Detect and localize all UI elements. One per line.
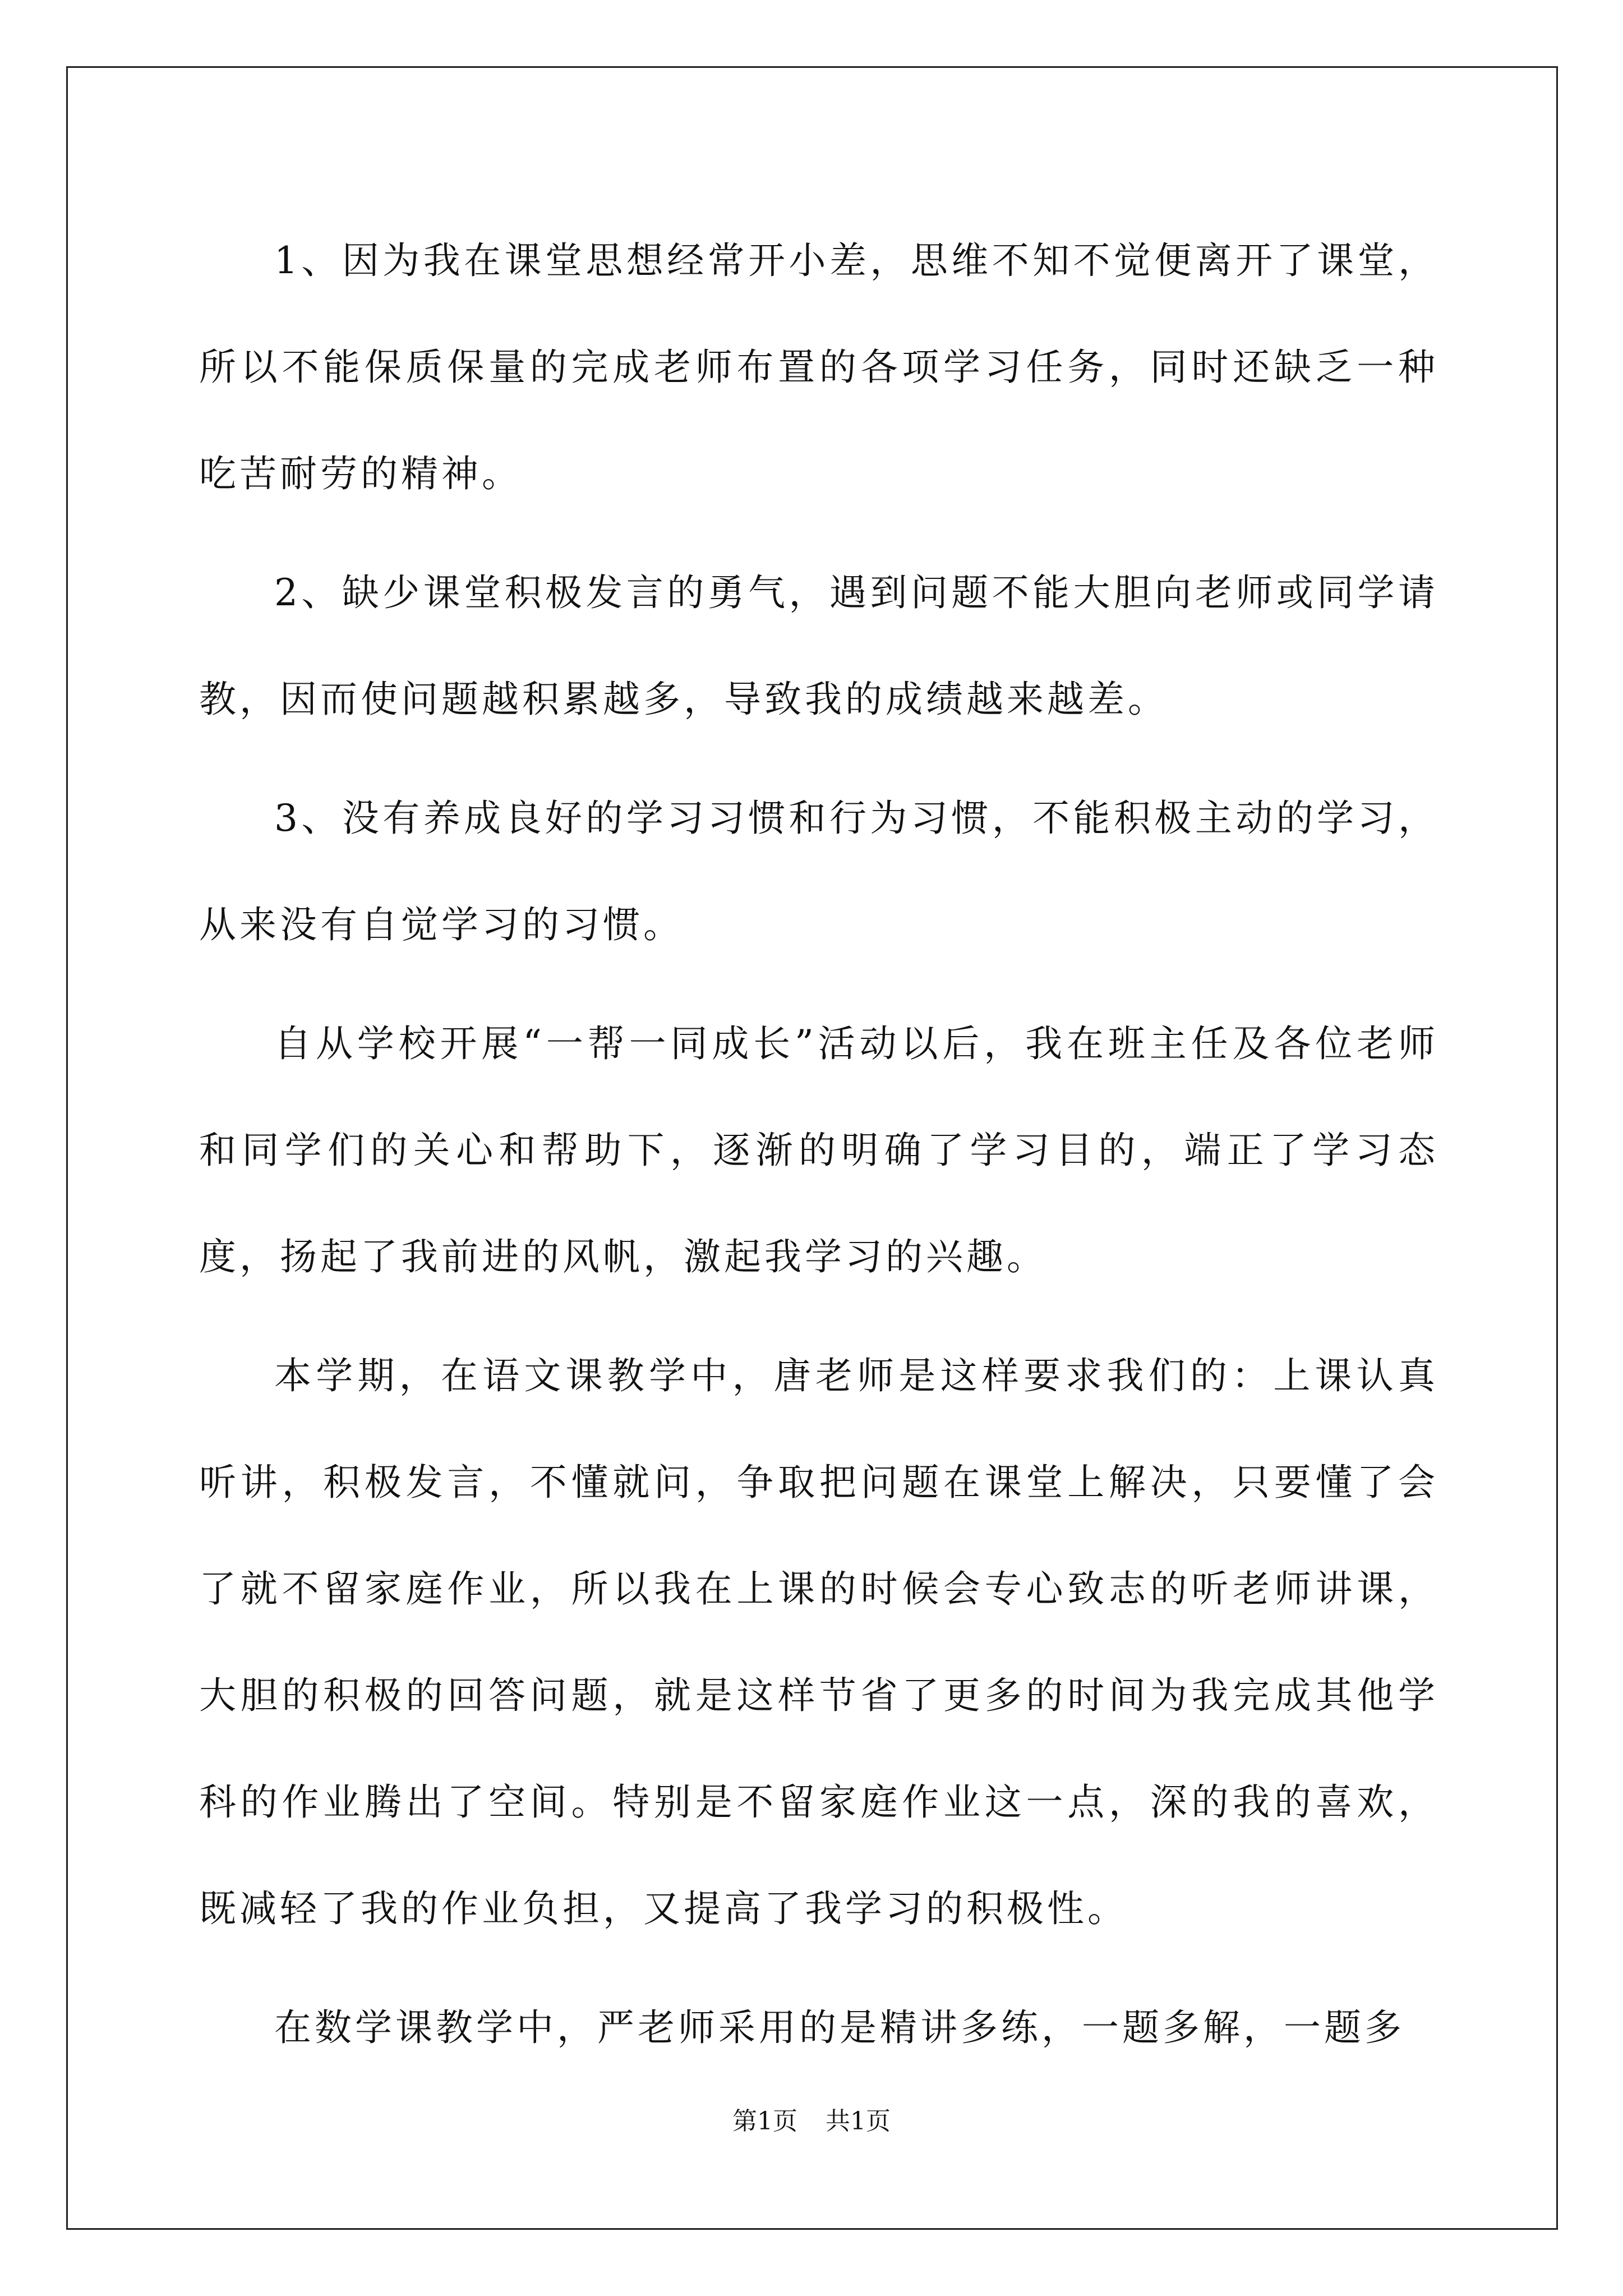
paragraph: 本学期，在语文课教学中，唐老师是这样要求我们的：上课认真听讲，积极发言，不懂就问，争取把问题在课堂上解决，只要懂了会了就不留家庭作业，所以我在上课的时候会专心致志的听老师讲课，大胆的积极的回答问题，就是这样节省了更多的时间为我完成其他学科的作业腾出了空间。特别是不留家庭作业这一点，深的我的喜欢，既减轻了我的作业负担，又提高了我学习的积极性。 — [199, 1354, 1438, 1930]
paragraph: 自从学校开展“一帮一同成长”活动以后，我在班主任及各位老师和同学们的关心和帮助下，逐渐的明确了学习目的，端正了学习态度，扬起了我前进的风帆，激起我学习的兴趣。 — [199, 1022, 1438, 1278]
paragraph: 3、没有养成良好的学习习惯和行为习惯，不能积极主动的学习，从来没有自觉学习的习惯。 — [199, 797, 1438, 946]
paragraph: 在数学课教学中，严老师采用的是精讲多练，一题多解，一题多 — [274, 2006, 1405, 2049]
paragraph: 1、因为我在课堂思想经常开小差，思维不知不觉便离开了课堂，所以不能保质保量的完成老师布置的各项学习任务，同时还缺乏一种吃苦耐劳的精神。 — [199, 239, 1438, 495]
paragraph: 2、缺少课堂积极发言的勇气，遇到问题不能大胆向老师或同学请教，因而使问题越积累越多，导致我的成绩越来越差。 — [199, 571, 1438, 721]
page-footer — [0, 2105, 1623, 2138]
page-number: 第1页 — [732, 2107, 797, 2136]
page-total: 共1页 — [826, 2107, 891, 2136]
document-body — [199, 208, 1438, 2093]
